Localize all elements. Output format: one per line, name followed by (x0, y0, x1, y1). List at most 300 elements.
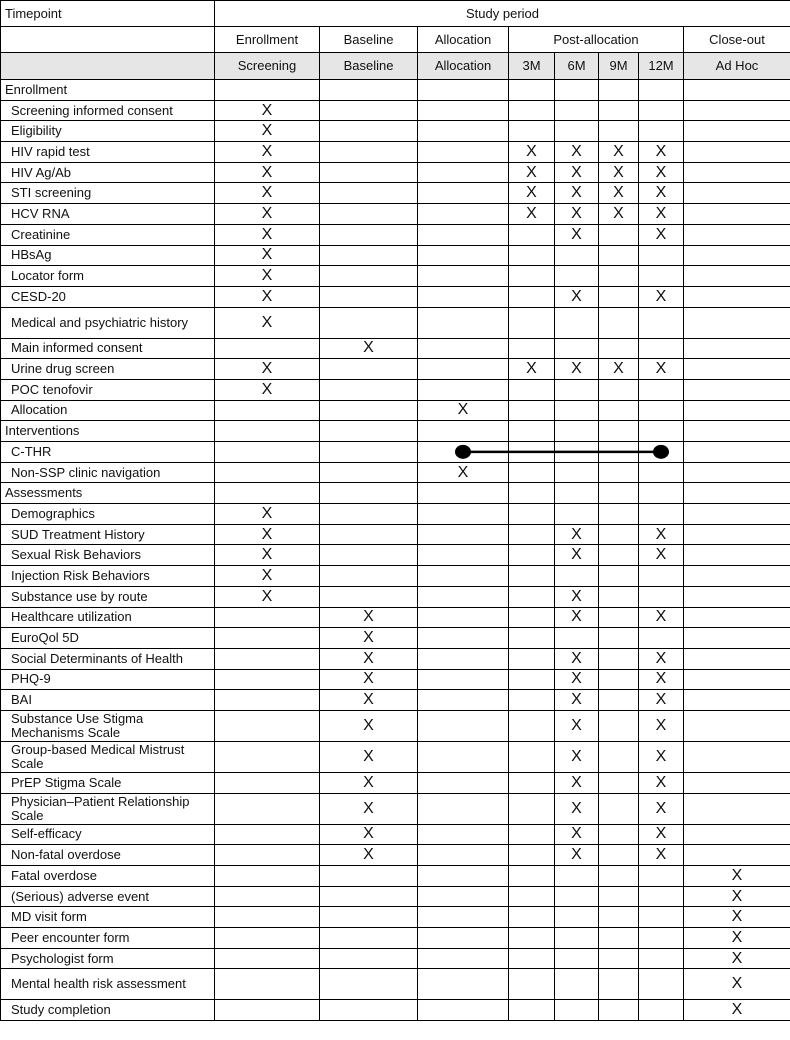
row-label: Main informed consent (1, 338, 215, 359)
schedule-cell (684, 121, 790, 142)
table-row (1, 121, 790, 142)
schedule-cell (418, 586, 509, 607)
schedule-cell (509, 710, 555, 741)
schedule-mark: X (639, 545, 684, 566)
schedule-mark: X (215, 307, 320, 338)
schedule-mark: X (555, 824, 599, 845)
schedule-cell (418, 772, 509, 793)
schedule-cell (320, 1000, 418, 1021)
schedule-cell (599, 607, 639, 628)
schedule-cell (599, 928, 639, 949)
schedule-cell (599, 969, 639, 1000)
schedule-mark: X (684, 907, 790, 928)
schedule-cell (599, 648, 639, 669)
table-row (1, 669, 790, 690)
table-row (1, 100, 790, 121)
table-row (1, 793, 790, 824)
schedule-cell (684, 100, 790, 121)
schedule-cell (599, 741, 639, 772)
schedule-mark: X (639, 845, 684, 866)
schedule-cell (684, 266, 790, 287)
schedule-cell (418, 690, 509, 711)
schedule-cell (639, 886, 684, 907)
schedule-cell (215, 710, 320, 741)
schedule-mark: X (320, 628, 418, 649)
schedule-cell (509, 948, 555, 969)
table-row (1, 566, 790, 587)
schedule-cell (215, 628, 320, 649)
row-label: PrEP Stigma Scale (1, 772, 215, 793)
schedule-cell (684, 845, 790, 866)
schedule-cell (509, 772, 555, 793)
row-label: C-THR (1, 442, 215, 463)
schedule-cell (555, 245, 599, 266)
schedule-mark: X (215, 359, 320, 380)
schedule-mark: X (639, 607, 684, 628)
schedule-cell (418, 338, 509, 359)
schedule-mark: X (320, 741, 418, 772)
col-12m: 12M (639, 53, 684, 80)
schedule-cell (555, 442, 599, 463)
schedule-cell (639, 442, 684, 463)
schedule-cell (509, 928, 555, 949)
schedule-mark: X (639, 286, 684, 307)
schedule-mark: X (555, 224, 599, 245)
col-baseline: Baseline (320, 53, 418, 80)
schedule-mark: X (215, 504, 320, 525)
schedule-cell (320, 907, 418, 928)
schedule-cell (509, 669, 555, 690)
row-label: HIV rapid test (1, 142, 215, 163)
schedule-cell (509, 400, 555, 421)
schedule-cell (639, 266, 684, 287)
schedule-mark: X (639, 772, 684, 793)
table-row (1, 948, 790, 969)
row-label: Social Determinants of Health (1, 648, 215, 669)
schedule-cell (684, 80, 790, 101)
schedule-cell (684, 690, 790, 711)
schedule-cell (320, 224, 418, 245)
schedule-mark: X (555, 772, 599, 793)
schedule-mark: X (639, 204, 684, 225)
schedule-cell (599, 793, 639, 824)
schedule-cell (555, 504, 599, 525)
row-label: Peer encounter form (1, 928, 215, 949)
row-label: Allocation (1, 400, 215, 421)
schedule-cell (639, 586, 684, 607)
group-enrollment: Enrollment (215, 27, 320, 53)
col-allocation: Allocation (418, 53, 509, 80)
row-label: Study completion (1, 1000, 215, 1021)
schedule-cell (599, 907, 639, 928)
schedule-cell (215, 928, 320, 949)
table-row (1, 338, 790, 359)
schedule-mark: X (215, 121, 320, 142)
schedule-mark: X (215, 545, 320, 566)
schedule-cell (320, 379, 418, 400)
col-6m: 6M (555, 53, 599, 80)
schedule-mark: X (599, 162, 639, 183)
schedule-cell (599, 845, 639, 866)
schedule-mark: X (684, 928, 790, 949)
schedule-cell (684, 462, 790, 483)
schedule-cell (599, 628, 639, 649)
table-row (1, 607, 790, 628)
timepoint-header: Timepoint (1, 1, 215, 27)
schedule-mark: X (555, 690, 599, 711)
row-label: EuroQol 5D (1, 628, 215, 649)
schedule-mark: X (320, 710, 418, 741)
row-label: HIV Ag/Ab (1, 162, 215, 183)
schedule-cell (320, 483, 418, 504)
schedule-mark: X (684, 1000, 790, 1021)
table-row (1, 142, 790, 163)
schedule-cell (509, 504, 555, 525)
schedule-cell (555, 969, 599, 1000)
schedule-cell (684, 442, 790, 463)
schedule-cell (509, 607, 555, 628)
schedule-cell (418, 162, 509, 183)
schedule-cell (639, 1000, 684, 1021)
schedule-cell (320, 142, 418, 163)
table-row (1, 710, 790, 741)
schedule-cell (509, 462, 555, 483)
schedule-mark: X (555, 710, 599, 741)
schedule-cell (320, 421, 418, 442)
schedule-cell (215, 948, 320, 969)
schedule-cell (418, 204, 509, 225)
row-label: (Serious) adverse event (1, 886, 215, 907)
schedule-mark: X (639, 183, 684, 204)
schedule-cell (599, 524, 639, 545)
schedule-mark: X (555, 162, 599, 183)
schedule-cell (684, 524, 790, 545)
schedule-cell (555, 628, 599, 649)
schedule-mark: X (555, 845, 599, 866)
schedule-cell (320, 545, 418, 566)
schedule-cell (639, 628, 684, 649)
schedule-cell (684, 607, 790, 628)
schedule-cell (320, 504, 418, 525)
schedule-cell (599, 1000, 639, 1021)
schedule-cell (320, 969, 418, 1000)
schedule-mark: X (555, 359, 599, 380)
schedule-cell (509, 483, 555, 504)
schedule-cell (215, 400, 320, 421)
schedule-cell (418, 442, 509, 463)
schedule-cell (599, 421, 639, 442)
schedule-cell (599, 379, 639, 400)
schedule-cell (599, 866, 639, 887)
col-screening: Screening (215, 53, 320, 80)
schedule-cell (509, 866, 555, 887)
schedule-cell (599, 690, 639, 711)
schedule-cell (418, 607, 509, 628)
table-row (1, 504, 790, 525)
schedule-cell (639, 483, 684, 504)
section-label: Interventions (1, 421, 215, 442)
schedule-mark: X (639, 224, 684, 245)
schedule-mark: X (509, 359, 555, 380)
schedule-cell (599, 307, 639, 338)
row-label: Physician–Patient Relationship Scale (1, 793, 215, 824)
schedule-mark: X (555, 183, 599, 204)
schedule-cell (599, 948, 639, 969)
schedule-cell (684, 566, 790, 587)
schedule-cell (639, 400, 684, 421)
row-label: HBsAg (1, 245, 215, 266)
schedule-cell (215, 907, 320, 928)
schedule-cell (418, 741, 509, 772)
schedule-cell (215, 741, 320, 772)
schedule-cell (555, 379, 599, 400)
schedule-cell (320, 286, 418, 307)
schedule-cell (599, 483, 639, 504)
header-row-top (1, 1, 790, 27)
schedule-mark: X (684, 866, 790, 887)
schedule-cell (418, 969, 509, 1000)
schedule-cell (599, 80, 639, 101)
header-blank (1, 27, 215, 53)
schedule-mark: X (215, 286, 320, 307)
schedule-cell (320, 359, 418, 380)
schedule-cell (418, 483, 509, 504)
schedule-cell (639, 421, 684, 442)
schedule-mark: X (320, 824, 418, 845)
schedule-cell (215, 483, 320, 504)
schedule-mark: X (639, 524, 684, 545)
schedule-mark: X (320, 338, 418, 359)
table-row (1, 824, 790, 845)
row-label: CESD-20 (1, 286, 215, 307)
schedule-cell (599, 442, 639, 463)
schedule-cell (555, 866, 599, 887)
schedule-cell (555, 307, 599, 338)
schedule-mark: X (639, 793, 684, 824)
schedule-cell (215, 824, 320, 845)
schedule-cell (215, 969, 320, 1000)
schedule-cell (418, 710, 509, 741)
schedule-mark: X (555, 793, 599, 824)
schedule-cell (684, 400, 790, 421)
schedule-mark: X (320, 772, 418, 793)
schedule-cell (215, 772, 320, 793)
schedule-cell (320, 204, 418, 225)
schedule-cell (215, 845, 320, 866)
row-label: BAI (1, 690, 215, 711)
table-row (1, 907, 790, 928)
study-period-header: Study period (215, 1, 790, 27)
schedule-cell (555, 907, 599, 928)
schedule-cell (320, 524, 418, 545)
schedule-cell (599, 338, 639, 359)
table-row (1, 928, 790, 949)
schedule-mark: X (509, 142, 555, 163)
schedule-cell (555, 266, 599, 287)
schedule-mark: X (639, 710, 684, 741)
row-label: MD visit form (1, 907, 215, 928)
table-row (1, 545, 790, 566)
schedule-cell (684, 669, 790, 690)
schedule-mark: X (639, 690, 684, 711)
schedule-mark: X (509, 162, 555, 183)
schedule-cell (215, 462, 320, 483)
schedule-mark: X (599, 359, 639, 380)
row-label: PHQ-9 (1, 669, 215, 690)
schedule-cell (215, 866, 320, 887)
schedule-cell (599, 400, 639, 421)
schedule-mark: X (555, 741, 599, 772)
row-label: Psychologist form (1, 948, 215, 969)
schedule-cell (418, 948, 509, 969)
table-row (1, 845, 790, 866)
schedule-cell (684, 307, 790, 338)
schedule-cell (418, 886, 509, 907)
schedule-cell (320, 100, 418, 121)
schedule-mark: X (215, 586, 320, 607)
schedule-mark: X (215, 142, 320, 163)
schedule-cell (509, 286, 555, 307)
schedule-cell (509, 80, 555, 101)
row-label: SUD Treatment History (1, 524, 215, 545)
schedule-cell (509, 245, 555, 266)
table-row (1, 741, 790, 772)
schedule-cell (599, 566, 639, 587)
row-label: Substance use by route (1, 586, 215, 607)
table-row (1, 628, 790, 649)
row-label: Fatal overdose (1, 866, 215, 887)
schedule-cell (418, 142, 509, 163)
schedule-cell (418, 907, 509, 928)
schedule-cell (418, 286, 509, 307)
schedule-cell (684, 142, 790, 163)
table-row (1, 648, 790, 669)
schedule-mark: X (418, 400, 509, 421)
schedule-cell (215, 607, 320, 628)
schedule-mark: X (320, 793, 418, 824)
col-ad-hoc: Ad Hoc (684, 53, 790, 80)
schedule-cell (639, 566, 684, 587)
schedule-mark: X (599, 142, 639, 163)
schedule-cell (509, 907, 555, 928)
row-label: STI screening (1, 183, 215, 204)
schedule-cell (555, 400, 599, 421)
schedule-cell (418, 266, 509, 287)
schedule-cell (418, 421, 509, 442)
schedule-cell (418, 80, 509, 101)
group-baseline: Baseline (320, 27, 418, 53)
schedule-cell (418, 524, 509, 545)
schedule-mark: X (215, 224, 320, 245)
row-label: Eligibility (1, 121, 215, 142)
schedule-cell (639, 907, 684, 928)
schedule-cell (509, 586, 555, 607)
schedule-cell (215, 669, 320, 690)
schedule-cell (418, 866, 509, 887)
schedule-cell (509, 338, 555, 359)
row-label: Sexual Risk Behaviors (1, 545, 215, 566)
schedule-cell (599, 586, 639, 607)
schedule-cell (599, 886, 639, 907)
table-row (1, 204, 790, 225)
schedule-cell (509, 566, 555, 587)
schedule-cell (684, 628, 790, 649)
schedule-cell (599, 100, 639, 121)
row-label: Screening informed consent (1, 100, 215, 121)
schedule-mark: X (639, 648, 684, 669)
row-label: Healthcare utilization (1, 607, 215, 628)
schedule-cell (509, 224, 555, 245)
schedule-cell (418, 845, 509, 866)
section-label: Enrollment (1, 80, 215, 101)
schedule-cell (639, 504, 684, 525)
schedule-cell (599, 245, 639, 266)
schedule-cell (418, 669, 509, 690)
schedule-cell (555, 80, 599, 101)
row-label: Non-fatal overdose (1, 845, 215, 866)
schedule-cell (639, 928, 684, 949)
schedule-cell (320, 266, 418, 287)
schedule-mark: X (509, 204, 555, 225)
schedule-cell (684, 379, 790, 400)
schedule-mark: X (509, 183, 555, 204)
schedule-mark: X (555, 607, 599, 628)
schedule-cell (418, 100, 509, 121)
schedule-cell (215, 442, 320, 463)
group-close-out: Close-out (684, 27, 790, 53)
schedule-mark: X (639, 359, 684, 380)
schedule-cell (418, 1000, 509, 1021)
schedule-cell (684, 586, 790, 607)
row-label: Non-SSP clinic navigation (1, 462, 215, 483)
schedule-mark: X (555, 545, 599, 566)
group-post-allocation: Post-allocation (509, 27, 684, 53)
schedule-cell (555, 948, 599, 969)
schedule-cell (599, 286, 639, 307)
schedule-cell (639, 948, 684, 969)
schedule-cell (418, 504, 509, 525)
schedule-cell (509, 100, 555, 121)
table-row (1, 162, 790, 183)
schedule-mark: X (555, 648, 599, 669)
schedule-mark: X (639, 142, 684, 163)
schedule-cell (509, 379, 555, 400)
table-row (1, 524, 790, 545)
schedule-cell (509, 628, 555, 649)
schedule-cell (320, 307, 418, 338)
schedule-cell (320, 162, 418, 183)
row-label: Demographics (1, 504, 215, 525)
schedule-cell (320, 928, 418, 949)
schedule-cell (639, 100, 684, 121)
table-row (1, 359, 790, 380)
schedule-cell (215, 793, 320, 824)
schedule-cell (509, 969, 555, 1000)
schedule-cell (418, 545, 509, 566)
schedule-cell (684, 224, 790, 245)
schedule-mark: X (555, 286, 599, 307)
schedule-mark: X (215, 379, 320, 400)
schedule-mark: X (639, 824, 684, 845)
schedule-cell (684, 204, 790, 225)
schedule-cell (418, 224, 509, 245)
schedule-cell (320, 400, 418, 421)
schedule-cell (320, 462, 418, 483)
schedule-cell (215, 1000, 320, 1021)
schedule-cell (684, 359, 790, 380)
schedule-body (1, 1, 790, 1021)
section-row (1, 421, 790, 442)
